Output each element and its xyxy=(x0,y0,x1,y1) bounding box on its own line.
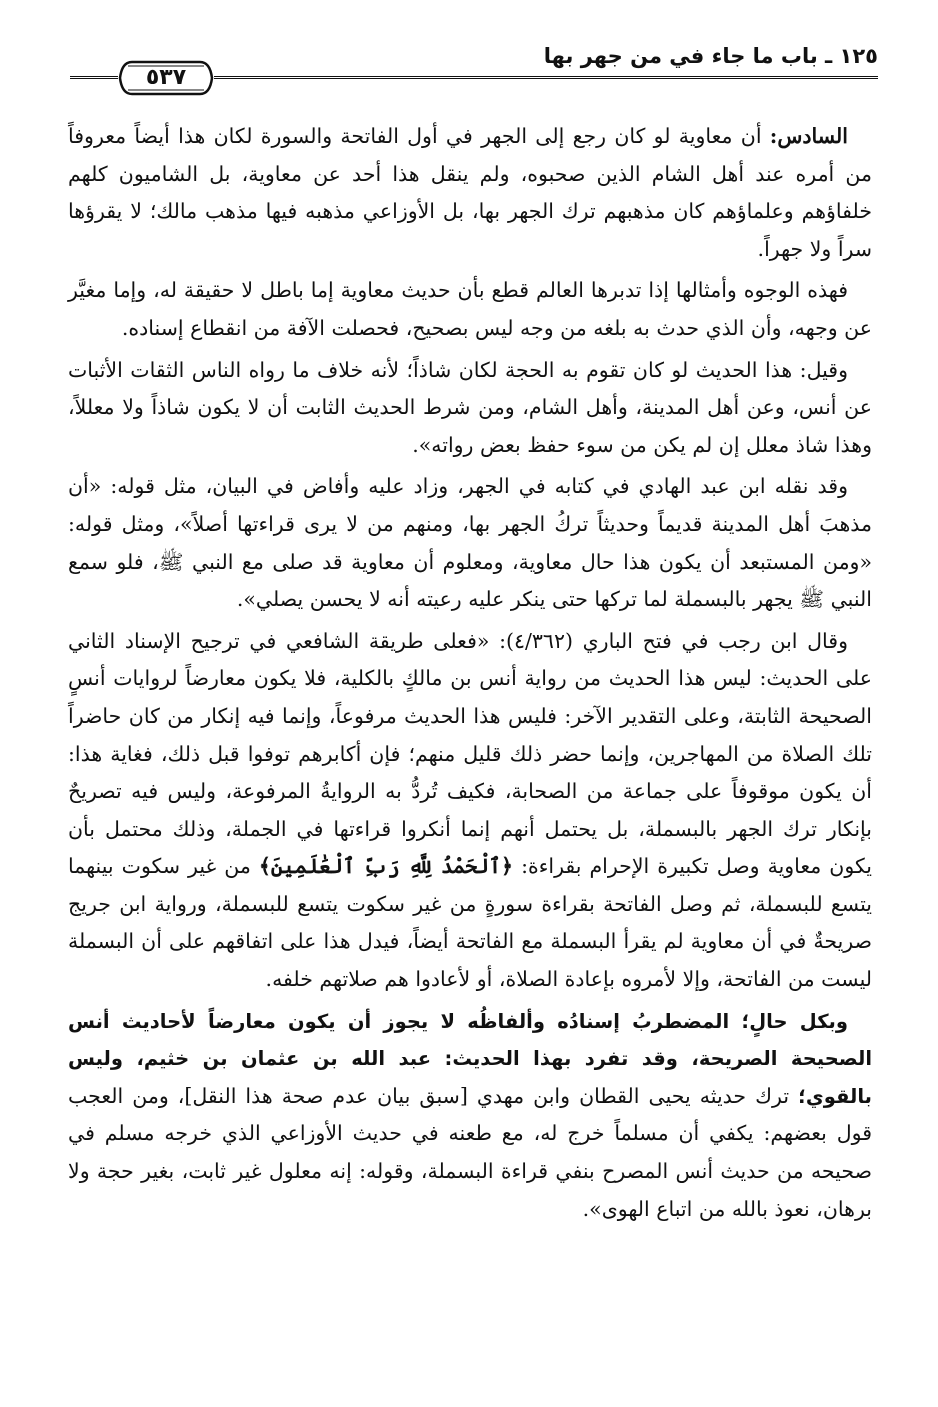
header-rule-left xyxy=(70,76,118,79)
paragraph-conclusion xyxy=(68,1003,872,1229)
paragraph-text: أن معاوية لو كان رجع إلى الجهر في أول الفاتحة والسورة لكان هذا أيضاً معروفاً من أمره عند أهل الشام الذين صحبوه، ولم ينقل هذا أحد عن معاوية، بل الشاميون كلهم خلفاؤهم وعلماؤهم كان مذهبهم ترك الجهر بها، بل الأوزاعي مذهبه فيها مذهب مالك؛ لا يقرؤها سراً ولا جهراً. xyxy=(68,124,872,261)
paragraph-text: فهذه الوجوه وأمثالها إذا تدبرها العالم قطع بأن حديث معاوية إما باطل لا حقيقة له، وإما مغيَّر عن وجهه، وأن الذي حدث به بلغه من وجه ليس بصحيح، فحصلت الآفة من انقطاع إسناده. xyxy=(68,278,872,340)
page-number-frame xyxy=(118,58,214,98)
paragraph xyxy=(68,272,872,347)
paragraph-text: وقيل: هذا الحديث لو كان تقوم به الحجة لكان شاذاً؛ لأنه خلاف ما رواه الناس الثقات الأثبات عن أنس، وعن أهل المدينة، وأهل الشام، ومن شرط الحديث الثابت أن لا يكون شاذاً ولا معللاً، وهذا شاذ معلل إن لم يكن من سوء حفظ بعض رواته». xyxy=(68,357,872,457)
paragraph-sixth xyxy=(68,118,872,268)
quran-verse: ﴿ٱلْحَمْدُ لِلَّهِ رَبِّ ٱلْعَٰلَمِينَ﴾ xyxy=(258,854,514,879)
bold-statement: وبكل حالٍ؛ المضطربُ إسنادُه وألفاظُه لا يجوز أن يكون معارضاً لأحاديث أنس الصحيحة الصريحة، وقد تفرد بهذا الحديث: عبد الله بن عثمان بن خثيم، وليس بالقوي؛ xyxy=(68,1009,872,1108)
paragraph-text-continued: من غير سكوت بينهما يتسع للبسملة، ثم وصل الفاتحة بقراءة سورةٍ من غير سكوت يتسع للبسملة، ورواية ابن جريج صريحةٌ في أن معاوية لم يقرأ البسملة مع الفاتحة أيضاً، فيدل هذا على اتفاقهم على أن البسملة ليست من الفاتحة، وإلا لأمروه بإعادة الصلاة، أو لأعادوا هم صلاتهم خلفه. xyxy=(68,854,872,992)
paragraph-text: وقال ابن رجب في فتح الباري (٤/٣٦٢): «فعلى طريقة الشافعي في ترجيح الإسناد الثاني على الحديث: ليس هذا الحديث من رواية أنس بن مالكٍ بالكلية، فلا يكون معارضاً لروايات أنسٍ الصحيحة الثابتة، وعلى التقدير الآخر: فليس هذا الحديث مرفوعاً، وإنما فيه إنكار من كان حاضراً تلك الصلاة من المهاجرين، وإنما حضر ذلك قليل منهم؛ فإن أكابرهم توفوا قبل ذلك، فغاية هذا: أن يكون موقوفاً على جماعة من الصحابة، فكيف تُردُّ به الروايةُ المرفوعة، وليس فيه تصريحٌ بإنكار ترك الجهر بالبسملة، بل يحتمل أنهم إنما أنكروا قراءتها في الجملة، وذلك محتمل بأن يكون معاوية وصل تكبيرة الإحرام بقراءة: xyxy=(68,628,872,879)
paragraph-text: ترك حديثه يحيى القطان وابن مهدي [سبق بيان عدم صحة هذا النقل]، ومن العجب قول بعضهم: يكفي أن مسلماً خرج له، مع طعنه في حديث الأوزاعي الذي خرجه مسلم في صحيحه من حديث أنس المصرح بنفي قراءة البسملة، وقوله: إنه معلول غير ثابت، بغير حجة ولا برهان، نعوذ بالله من اتباع الهوى». xyxy=(68,1083,872,1221)
chapter-title: ١٢٥ ـ باب ما جاء في من جهر بها xyxy=(543,44,878,68)
page-header xyxy=(70,40,878,100)
paragraph xyxy=(68,623,872,999)
paragraph xyxy=(68,468,872,618)
paragraph-text: وقد نقله ابن عبد الهادي في كتابه في الجهر، وزاد عليه وأفاض في البيان، مثل قوله: «أن مذهبَ أهل المدينة قديماً وحديثاً تركُ الجهر بها، ومنهم من لا يرى قراءتها أصلاً»، ومثل قوله: «ومن المستبعد أن يكون هذا حال معاوية، ومعلوم أن معاوية قد صلى مع النبي ﷺ، فلو سمع النبي ﷺ يجهر بالبسملة لما تركها حتى ينكر عليه رعيته أنه لا يحسن يصلي». xyxy=(68,474,872,612)
paragraph-label: السادس: xyxy=(769,124,848,148)
page-body xyxy=(68,118,872,1232)
page-number: ٥٣٧ xyxy=(145,65,187,90)
header-rule xyxy=(214,76,878,79)
paragraph xyxy=(68,352,872,465)
